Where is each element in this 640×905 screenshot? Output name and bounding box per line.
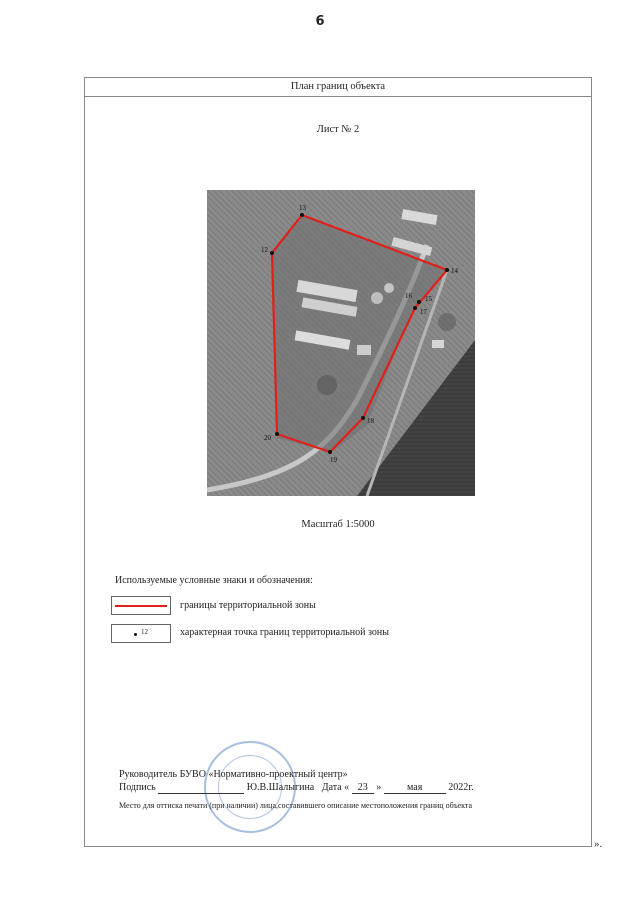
date-day: 23 bbox=[352, 782, 374, 794]
point-marker bbox=[275, 432, 279, 436]
legend-point-label: 12 bbox=[141, 628, 148, 636]
date-quote: » bbox=[376, 782, 382, 793]
point-marker bbox=[328, 450, 332, 454]
tree-cluster bbox=[438, 313, 456, 331]
legend-title: Используемые условные знаки и обозначения: bbox=[115, 575, 313, 586]
point-label: 17 bbox=[420, 308, 427, 316]
sheet-number: Лист № 2 bbox=[316, 124, 360, 135]
point-label: 18 bbox=[367, 417, 374, 425]
signature-line bbox=[119, 781, 474, 794]
sign-label: Подпись bbox=[119, 782, 156, 793]
silo bbox=[384, 283, 394, 293]
point-marker bbox=[300, 213, 304, 217]
point-marker bbox=[361, 416, 365, 420]
document-frame bbox=[84, 77, 592, 847]
building bbox=[432, 340, 444, 348]
red-line-symbol bbox=[115, 605, 167, 607]
point-label: 20 bbox=[264, 434, 271, 442]
date-month: мая bbox=[384, 782, 446, 794]
map-scale: Масштаб 1:5000 bbox=[301, 519, 375, 530]
point-label: 15 bbox=[425, 295, 432, 303]
legend-point-swatch bbox=[111, 624, 171, 643]
satellite-map bbox=[207, 190, 475, 496]
point-label: 13 bbox=[299, 204, 306, 212]
signature-block bbox=[119, 768, 474, 812]
point-label: 12 bbox=[261, 246, 268, 254]
point-symbol bbox=[134, 633, 137, 636]
point-label: 19 bbox=[330, 456, 337, 464]
point-marker bbox=[413, 306, 417, 310]
signer-position: Руководитель БУВО «Нормативно-проектный центр» bbox=[119, 769, 348, 780]
tree-cluster bbox=[317, 375, 337, 395]
point-marker bbox=[270, 251, 274, 255]
date-year: 2022г. bbox=[448, 782, 474, 793]
point-marker bbox=[417, 300, 421, 304]
signer-name: Ю.В.Шалыгина bbox=[246, 782, 315, 793]
stamp-note: Место для оттиска печати (при наличии) лица,составившего описание местоположения границ объекта bbox=[119, 801, 473, 810]
page-number: 6 bbox=[315, 14, 325, 29]
building bbox=[357, 345, 371, 355]
point-label: 14 bbox=[451, 267, 458, 275]
document-header: План границ объекта bbox=[85, 78, 591, 97]
trailing-mark: ». bbox=[594, 838, 603, 850]
legend-item-boundary: границы территориальной зоны bbox=[180, 600, 316, 611]
legend-line-swatch bbox=[111, 596, 171, 615]
date-label: Дата « bbox=[321, 782, 350, 793]
point-label: 16 bbox=[405, 292, 412, 300]
point-marker bbox=[445, 268, 449, 272]
signature-field bbox=[158, 782, 244, 794]
silo bbox=[371, 292, 383, 304]
legend-item-point: характерная точка границ территориальной зоны bbox=[180, 627, 389, 638]
